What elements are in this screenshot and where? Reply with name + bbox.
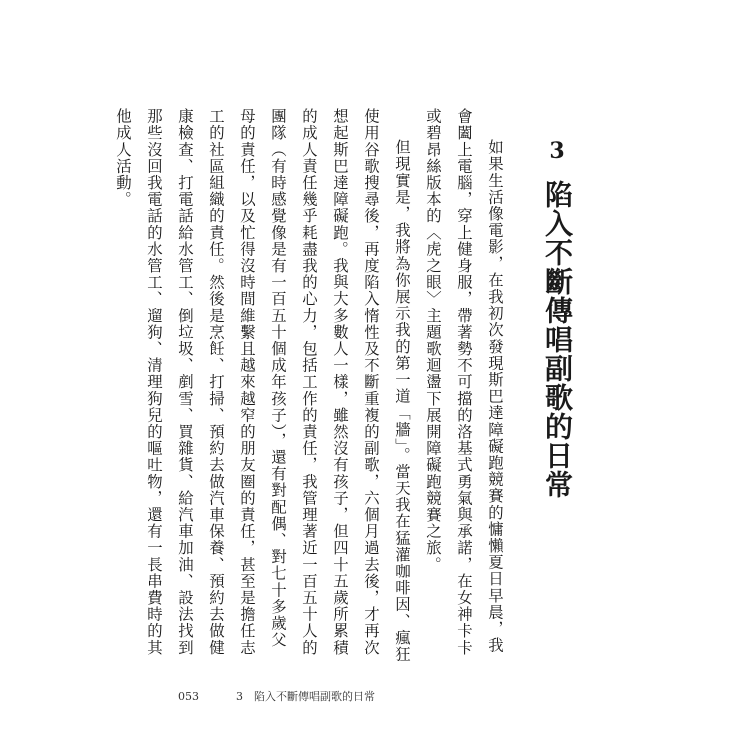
running-head: 3 陷入不斷傳唱副歌的日常	[236, 690, 375, 703]
chapter-number: 3	[549, 138, 565, 164]
paragraph-1: 如果生活像電影，在我初次發現斯巴達障礙跑競賽的慵懶夏日早晨，我會闔上電腦，穿上健身服，帶著勢不可擋的洛基式勇氣與承諾，在女神卡卡或碧昂絲版本的〈虎之眼〉主題歌迴盪下展開障礙跑競賽之旅。	[424, 108, 504, 656]
page-number: 053	[178, 690, 199, 703]
chapter-title: 陷入不斷傳唱副歌的日常	[541, 180, 574, 499]
page-footer	[178, 688, 375, 704]
paragraph-2: 但現實是，我將為你展示我的第一道「牆」。當天我在猛灌咖啡因、瘋狂使用谷歌搜尋後，再度陷入惰性及不斷重複的副歌，六個月過去後，才再次想起斯巴達障礙跑。我與大多數人一樣，雖然沒有孩子，但四十五歲所累積的成人責任幾乎耗盡我的心力，包括工作的責任，我管理著近一百五十人的團隊（有時感覺像是有一百五十個成年孩子），還有對配偶、對七十多歲父母的責任，以及忙得沒時間維繫且越來越窄的朋友圈的責任，甚至是擔任志工的社區組織的責任。然後是烹飪、打掃、預約去做汽車保養、預約去做健康檢查、打電話給水管工、倒垃圾、剷雪、買雜貨、給汽車加油、設法找到那些沒回我電話的水管工、遛狗、清理狗兒的嘔吐物，還有一長串費時的其他成人活動。	[114, 108, 411, 663]
body-text	[114, 108, 510, 663]
